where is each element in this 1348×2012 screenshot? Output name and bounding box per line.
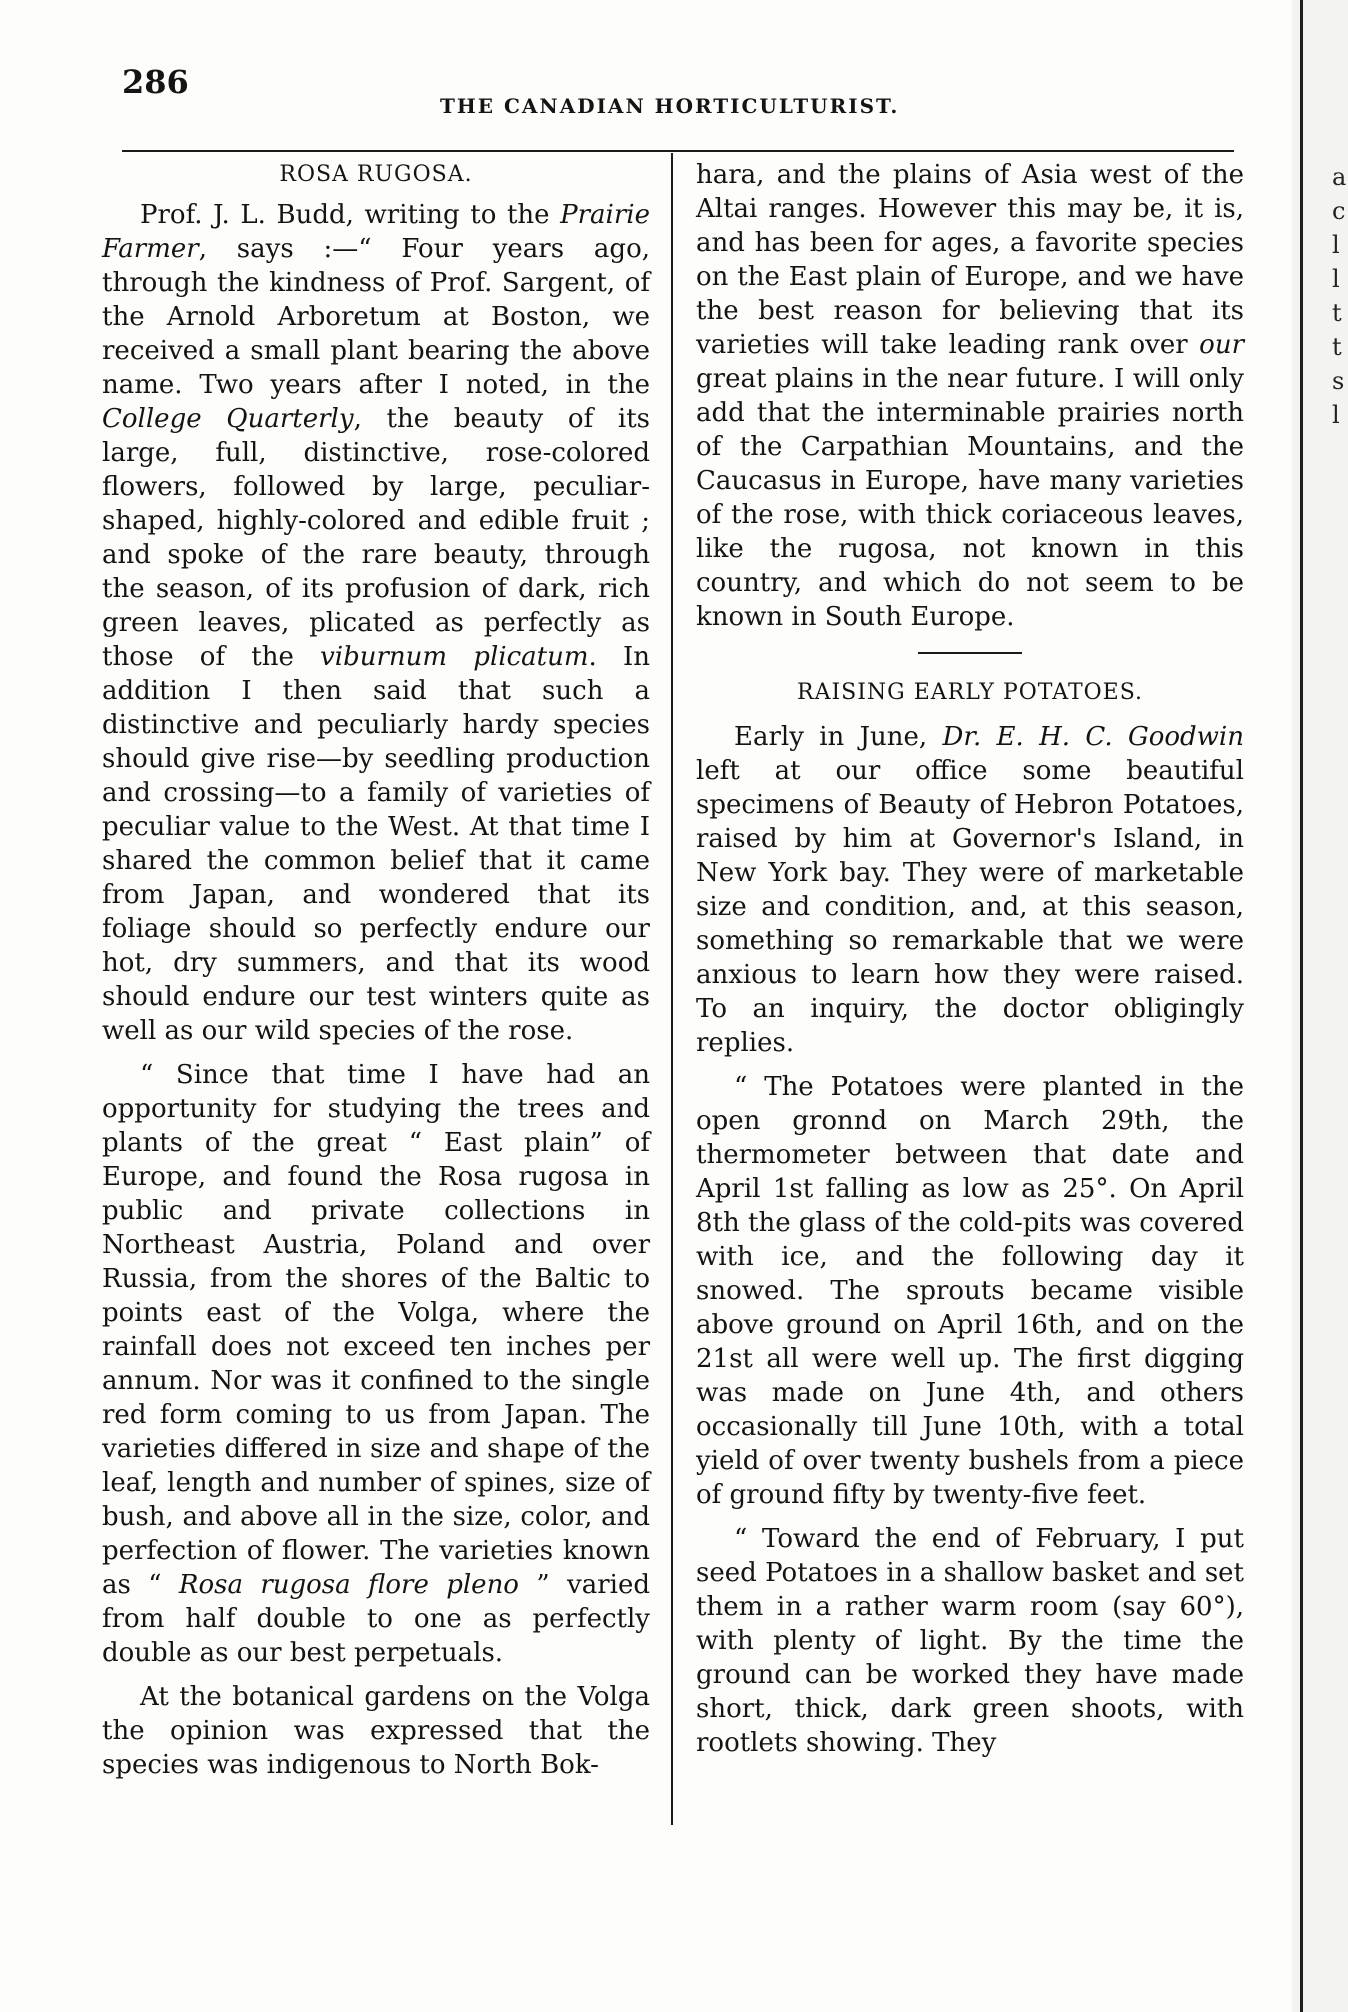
goodwin-name: Dr. E. H. C. Goodwin — [942, 722, 1244, 752]
running-title: THE CANADIAN HORTICULTURIST. — [440, 94, 900, 118]
page-number: 286 — [122, 63, 189, 101]
college-quarterly-title: College Quarterly — [102, 404, 354, 434]
rosa-flore-pleno-name: Rosa rugosa flore pleno — [178, 1570, 519, 1600]
column-divider — [671, 153, 673, 1825]
header-rule — [122, 150, 1234, 152]
binding-edge-line — [1300, 0, 1303, 2012]
rosa-paragraph-3-continued: hara, and the plains of Asia west of the Altai ranges. However this may be, it is, and has been for ages, a favorite species on the East plain of Europe, and we have the best reason for believing that its varieties will take leading rank over our great plains in the near future. I will only add that the interminable prairies north of the Carpathian Mountains, and the Caucasus in Europe, have many varieties of the rose, with thick coriaceous leaves, like the rugosa, not known in this country, and which do not seem to be known in South Europe. — [696, 160, 1244, 632]
left-column — [102, 158, 650, 1792]
viburnum-name: viburnum plicatum — [320, 642, 589, 672]
potatoes-paragraph-3: “ Toward the end of February, I put seed Potatoes in a shallow basket and set them in a rather warm room (say 60°), with plenty of light. By the time the ground can be worked they have made short, thick, dark green shoots, with rootlets showing. They — [696, 1524, 1244, 1758]
facing-page-fragments: a c l l t t s l — [1332, 163, 1347, 429]
rosa-paragraph-3: At the botanical gardens on the Volga the opinion was expressed that the species was indigenous to North Bok- — [102, 1682, 650, 1780]
section-separator-rule — [918, 652, 1022, 654]
prairie-farmer-title: Prairie Farmer — [102, 200, 650, 264]
rosa-paragraph-1: Prof. J. L. Budd, writing to the Prairie Farmer, says :—“ Four years ago, through the kindness of Prof. Sargent, of the Arnold Arboretum at Boston, we received a small plant bearing the above name. Two years after I noted, in the College Quarterly, the beauty of its large, full, distinctive, rose-colored flowers, followed by large, peculiar-shaped, highly-colored and edible fruit ; and spoke of the rare beauty, through the season, of its profusion of dark, rich green leaves, plicated as perfectly as those of the viburnum plicatum. In addition I then said that such a distinctive and peculiarly hardy species should give rise—by seedling production and crossing—to a family of varieties of peculiar value to the West. At that time I shared the common belief that it came from Japan, and wondered that its foliage should so perfectly endure our hot, dry summers, and that its wood should endure our test winters quite as well as our wild species of the rose. — [102, 200, 650, 1046]
our-emphasis: our — [1199, 330, 1244, 360]
potatoes-paragraph-1: Early in June, Dr. E. H. C. Goodwin left at our office some beautiful specimens of Beauty of Hebron Potatoes, raised by him at Governor's Island, in New York bay. They were of marketable size and condition, and, at this season, something so remarkable that we were anxious to learn how they were raised. To an inquiry, the doctor obligingly replies. — [696, 722, 1244, 1058]
right-column — [696, 158, 1244, 1770]
article-title-rosa-rugosa: ROSA RUGOSA. — [279, 162, 473, 187]
article-title-raising-early-potatoes: RAISING EARLY POTATOES. — [797, 680, 1143, 705]
potatoes-paragraph-2: “ The Potatoes were planted in the open gronnd on March 29th, the thermometer between that date and April 1st falling as low as 25°. On April 8th the glass of the cold-pits was covered with ice, and the following day it snowed. The sprouts became visible above ground on April 16th, and on the 21st all were well up. The first digging was made on June 4th, and others occasionally till June 10th, with a total yield of over twenty bushels from a piece of ground fifty by twenty-five feet. — [696, 1072, 1244, 1510]
rosa-paragraph-2: “ Since that time I have had an opportunity for studying the trees and plants of the great “ East plain” of Europe, and found the Rosa rugosa in public and private collections in Northeast Austria, Poland and over Russia, from the shores of the Baltic to points east of the Volga, where the rainfall does not exceed ten inches per annum. Nor was it confined to the single red form coming to us from Japan. The varieties differed in size and shape of the leaf, length and number of spines, size of bush, and above all in the size, color, and perfection of flower. The varieties known as “ Rosa rugosa flore pleno ” varied from half double to one as perfectly double as our best perpetuals. — [102, 1060, 650, 1668]
